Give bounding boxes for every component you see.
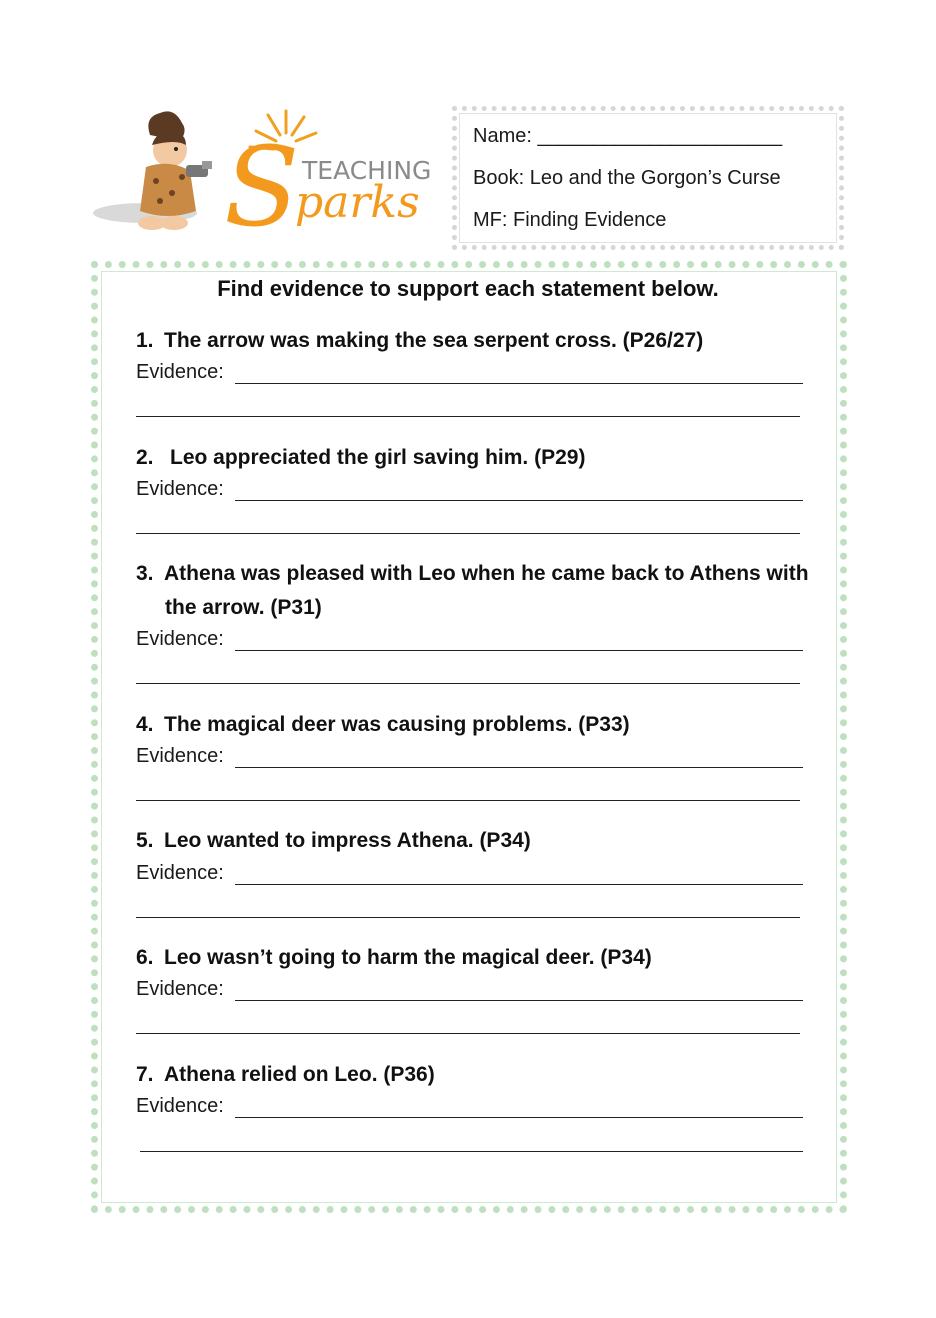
evidence-label: Evidence: [136, 862, 224, 884]
evidence-label: Evidence: [136, 1095, 224, 1117]
question-3: 3. Athena was pleased with Leo when he came back to Athens with the arrow. (P31) [136, 562, 809, 619]
evidence-line-7b[interactable] [140, 1151, 803, 1152]
question-5: 5. Leo wanted to impress Athena. (P34) [136, 829, 531, 852]
evidence-line-5a[interactable] [235, 884, 803, 885]
evidence-label: Evidence: [136, 745, 224, 767]
mf-focus: MF: Finding Evidence [473, 209, 667, 231]
evidence-line-4b[interactable] [136, 800, 800, 801]
evidence-line-2b[interactable] [136, 533, 800, 534]
teaching-sparks-logo [90, 105, 440, 245]
question-2: 2. Leo appreciated the girl saving him. (P29) [136, 446, 586, 469]
evidence-line-3a[interactable] [235, 650, 803, 651]
question-1: 1. The arrow was making the sea serpent cross. (P26/27) [136, 329, 704, 352]
evidence-line-4a[interactable] [235, 767, 803, 768]
question-6: 6. Leo wasn’t going to harm the magical deer. (P34) [136, 946, 652, 969]
evidence-line-6a[interactable] [235, 1000, 803, 1001]
evidence-line-2a[interactable] [235, 500, 803, 501]
evidence-line-3b[interactable] [136, 683, 800, 684]
svg-text:S: S [224, 123, 300, 245]
evidence-line-5b[interactable] [136, 917, 800, 918]
caveman-icon [138, 111, 212, 230]
evidence-line-6b[interactable] [136, 1033, 800, 1034]
question-7: 7. Athena relied on Leo. (P36) [136, 1063, 435, 1086]
worksheet-heading: Find evidence to support each statement below. [217, 276, 719, 301]
student-info-box [452, 106, 844, 250]
name-field[interactable]: Name: ______________________ [473, 125, 783, 147]
logo-text-top: TEACHING [302, 156, 432, 185]
evidence-line-1b[interactable] [136, 416, 800, 417]
evidence-line-7a[interactable] [235, 1117, 803, 1118]
book-title: Book: Leo and the Gorgon’s Curse [473, 167, 781, 189]
evidence-label: Evidence: [136, 361, 224, 383]
evidence-label: Evidence: [136, 628, 224, 650]
evidence-label: Evidence: [136, 478, 224, 500]
question-4: 4. The magical deer was causing problems. (P33) [136, 713, 630, 736]
evidence-line-1a[interactable] [235, 383, 803, 384]
svg-text:parks: parks [295, 177, 420, 228]
evidence-label: Evidence: [136, 978, 224, 1000]
